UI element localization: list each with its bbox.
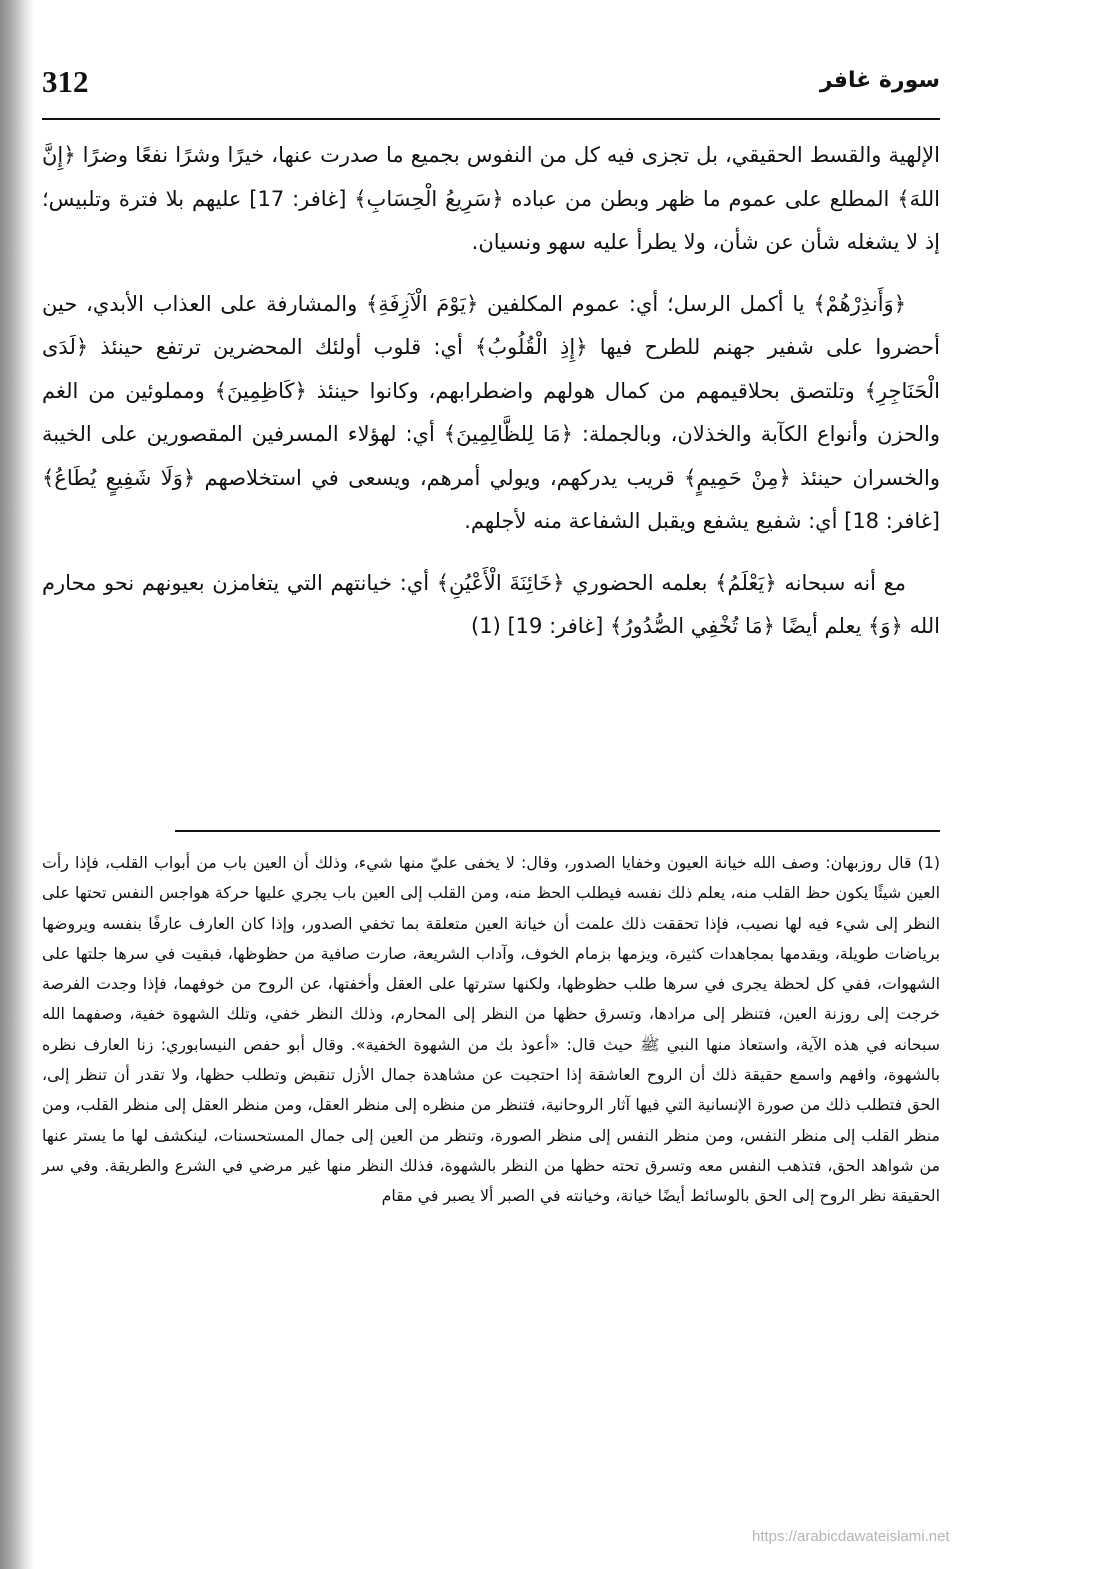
paragraph-3: مع أنه سبحانه ﴿يَعْلَمُ﴾ بعلمه الحضوري ﴿خَائِنَةَ الْأَعْيُنِ﴾ أي: خيانتهم التي يتغامزن بعيونهم نحو محارم الله ﴿وَ﴾ يعلم أيضًا ﴿مَا تُخْفِي الصُّدُورُ﴾ [غافر: 19] (1) (42, 570, 940, 638)
watermark-url: https://arabicdawateislami.net (752, 1528, 950, 1545)
main-text (42, 134, 940, 667)
surah-title: سورة غافر (819, 68, 940, 93)
footnote-divider (175, 830, 940, 832)
footnotes (42, 848, 940, 1212)
page-number: 312 (42, 64, 89, 99)
page-header (42, 64, 940, 104)
paragraph-2: ﴿وَأَنذِرْهُمْ﴾ يا أكمل الرسل؛ أي: عموم المكلفين ﴿يَوْمَ الْآزِفَةِ﴾ والمشارفة على العذاب الأبدي، حين أحضروا على شفير جهنم للطرح فيها ﴿إِذِ الْقُلُوبُ﴾ أي: قلوب أولئك المحضرين ترتفع حينئذ ﴿لَدَى الْحَنَاجِرِ﴾ وتلتصق بحلاقيمهم من كمال هولهم واضطرابهم، وكانوا حينئذ ﴿كَاظِمِينَ﴾ ومملوئين من الغم والحزن وأنواع الكآبة والخذلان، وبالجملة: ﴿مَا لِلظَّالِمِينَ﴾ أي: لهؤلاء المسرفين المقصورين على الخيبة والخسران حينئذ ﴿مِنْ حَمِيمٍ﴾ قريب يدركهم، ويولي أمرهم، ويسعى في استخلاصهم ﴿وَلَا شَفِيعٍ يُطَاعُ﴾ [غافر: 18] أي: شفيع يشفع ويقبل الشفاعة منه لأجلهم. (42, 291, 940, 533)
footnote-1: (1) قال روزبهان: وصف الله خيانة العيون وخفايا الصدور، وقال: لا يخفى عليّ منها شيء، وذلك أن العين باب من أبواب القلب، فإذا رأت العين شيئًا يكون حظ القلب منه، يعلم ذلك نفسه فيطلب الحظ منه، ومن القلب إلى العين باب يجري عليها حركة هواجس النفس تحتها على النظر إلى شيء فيه لها نصيب، فإذا تحققت ذلك علمت أن خيانة العين متعلقة بما تخفي الصدور، وإذا كان العارف عارفًا بنفسه ويروضها برياضات طويلة، ويقدمها بمجاهدات كثيرة، ويزمها بزمام الخوف، وآداب الشريعة، صارت صافية من حظوظها، فبقيت في سرها جلتها على الشهوات، ففي كل لحظة يجرى في سرها طلب حظوظها، ولكنها سترتها على العقل وأخفتها، عن الروح من خوفهما، فإذا وجدت الفرصة خرجت إلى روزنة العين، فتنظر إلى مرادها، وتسرق حظها من النظر إلى المحارم، وذلك النظر خفي، وتلك الشهوة خفية، وصفهما الله سبحانه في هذه الآية، واستعاذ منها النبي ﷺ حيث قال: «أعوذ بك من الشهوة الخفية». وقال أبو حفص النيسابوري: زنا العارف نظره بالشهوة، وافهم واسمع حقيقة ذلك أن الروح العاشقة إذا احتجبت عن مشاهدة جمال الأزل تنقبض وتطلب حظها، ولا تقدر أن تنظر إلى، الحق فتطلب ذلك من صورة الإنسانية التي فيها آثار الروحانية، فتنظر من منظره إلى منظر العقل، ومن منظر العقل إلى منظر القلب، ومن منظر القلب إلى منظر النفس، ومن منظر النفس إلى منظر الصورة، وتنظر من العين إلى جمال المستحسنات، لينكشف لها ما يستر عنها من شواهد الحق، فتذهب النفس معه وتسرق تحته حظها من النظر بالشهوة، فذلك النظر منها غير مرضي في الشرع والطريقة. وفي سر الحقيقة نظر الروح إلى الحق بالوسائط أيضًا خيانة، وخيانته في الصبر ألا يصبر في مقام (42, 853, 940, 1206)
paragraph-1: الإلهية والقسط الحقيقي، بل تجزى فيه كل من النفوس بجميع ما صدرت عنها، خيرًا وشرًا نفعًا وضرًا ﴿إِنَّ اللهَ﴾ المطلع على عموم ما ظهر وبطن من عباده ﴿سَرِيعُ الْحِسَابِ﴾ [غافر: 17] عليهم بلا فترة وتلبيس؛ إذ لا يشغله شأن عن شأن، ولا يطرأ عليه سهو ونسيان. (42, 143, 940, 254)
header-divider (42, 118, 940, 120)
scan-edge-shadow (0, 0, 34, 1569)
